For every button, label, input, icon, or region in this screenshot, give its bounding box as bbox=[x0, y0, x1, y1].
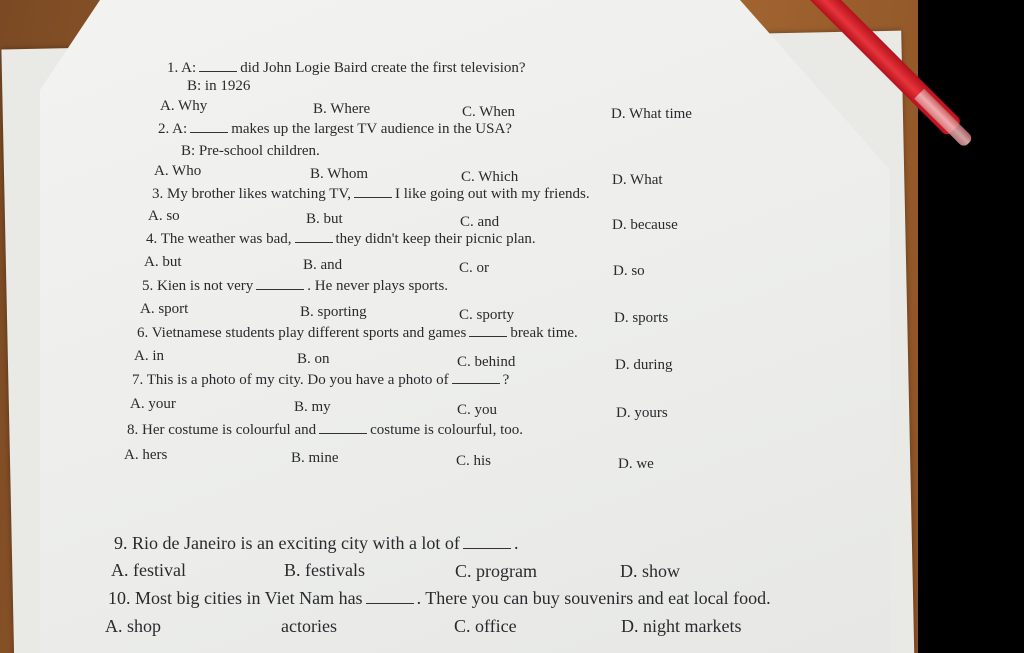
q9-option-a: A. festival bbox=[111, 560, 186, 580]
question-3: 3. My brother likes watching TV, I like going out with my friends. bbox=[152, 186, 590, 202]
q4-option-c: C. or bbox=[459, 260, 489, 276]
question-6: 6. Vietnamese students play different sports and games break time. bbox=[137, 325, 578, 341]
question-10: 10. Most big cities in Viet Nam has . There you can buy souvenirs and eat local food. bbox=[108, 588, 771, 608]
q2-option-d: D. What bbox=[612, 172, 663, 188]
q9-option-b: B. festivals bbox=[284, 560, 365, 580]
q5-option-a: A. sport bbox=[140, 301, 189, 317]
q5-option-c: C. sporty bbox=[459, 307, 515, 323]
answer-blank bbox=[452, 373, 500, 384]
q2-option-c: C. Which bbox=[461, 169, 519, 185]
answer-blank bbox=[199, 61, 237, 72]
q10-option-a: A. shop bbox=[105, 616, 162, 636]
question-4: 4. The weather was bad, they didn't keep their picnic plan. bbox=[146, 231, 536, 247]
q10-option-b: actories bbox=[281, 616, 337, 636]
q4-option-a: A. but bbox=[144, 254, 182, 270]
q3-option-c: C. and bbox=[460, 214, 500, 230]
q6-option-d: D. during bbox=[615, 357, 673, 373]
question-2-line-1: 2. A: makes up the largest TV audience in the USA? bbox=[158, 121, 512, 137]
q1-option-a: A. Why bbox=[160, 98, 208, 114]
q8-option-c: C. his bbox=[456, 453, 492, 469]
answer-blank bbox=[256, 279, 304, 290]
q8-option-d: D. we bbox=[618, 456, 654, 472]
question-2-line-2: B: Pre-school children. bbox=[181, 143, 320, 159]
q6-option-b: B. on bbox=[297, 351, 330, 367]
q3-option-d: D. because bbox=[612, 217, 678, 233]
q5-option-b: B. sporting bbox=[300, 304, 367, 320]
q10-option-d: D. night markets bbox=[621, 616, 742, 636]
answer-blank bbox=[319, 423, 367, 434]
q8-option-b: B. mine bbox=[291, 450, 339, 466]
question-1-line-2: B: in 1926 bbox=[187, 78, 251, 94]
question-9: 9. Rio de Janeiro is an exciting city with a lot of . bbox=[114, 533, 519, 553]
q7-option-c: C. you bbox=[457, 402, 498, 418]
answer-blank bbox=[295, 232, 333, 243]
answer-blank bbox=[463, 538, 511, 549]
answer-blank bbox=[354, 187, 392, 198]
q4-option-d: D. so bbox=[613, 263, 645, 279]
question-8: 8. Her costume is colourful and costume is colourful, too. bbox=[127, 422, 524, 438]
q1-option-c: C. When bbox=[462, 104, 516, 120]
question-5: 5. Kien is not very . He never plays sports. bbox=[142, 278, 449, 294]
question-1-line-1: 1. A: did John Logie Baird create the first television? bbox=[167, 60, 526, 76]
answer-blank bbox=[190, 122, 228, 133]
q7-option-d: D. yours bbox=[616, 405, 668, 421]
q1-option-d: D. What time bbox=[611, 106, 692, 122]
q10-option-c: C. office bbox=[454, 616, 517, 636]
q9-option-c: C. program bbox=[455, 561, 537, 581]
q6-option-c: C. behind bbox=[457, 354, 516, 370]
q8-option-a: A. hers bbox=[124, 447, 168, 463]
q3-option-b: B. but bbox=[306, 211, 343, 227]
q2-option-a: A. Who bbox=[154, 163, 202, 179]
q3-option-a: A. so bbox=[148, 208, 180, 224]
answer-blank bbox=[469, 326, 507, 337]
answer-blank bbox=[366, 593, 414, 604]
q2-option-b: B. Whom bbox=[310, 166, 369, 182]
question-7: 7. This is a photo of my city. Do you have a photo of ? bbox=[132, 372, 510, 388]
q7-option-a: A. your bbox=[130, 396, 176, 412]
q1-option-b: B. Where bbox=[313, 101, 371, 117]
q9-option-d: D. show bbox=[620, 561, 681, 581]
q5-option-d: D. sports bbox=[614, 310, 669, 326]
q4-option-b: B. and bbox=[303, 257, 343, 273]
q6-option-a: A. in bbox=[134, 348, 164, 364]
q7-option-b: B. my bbox=[294, 399, 331, 415]
